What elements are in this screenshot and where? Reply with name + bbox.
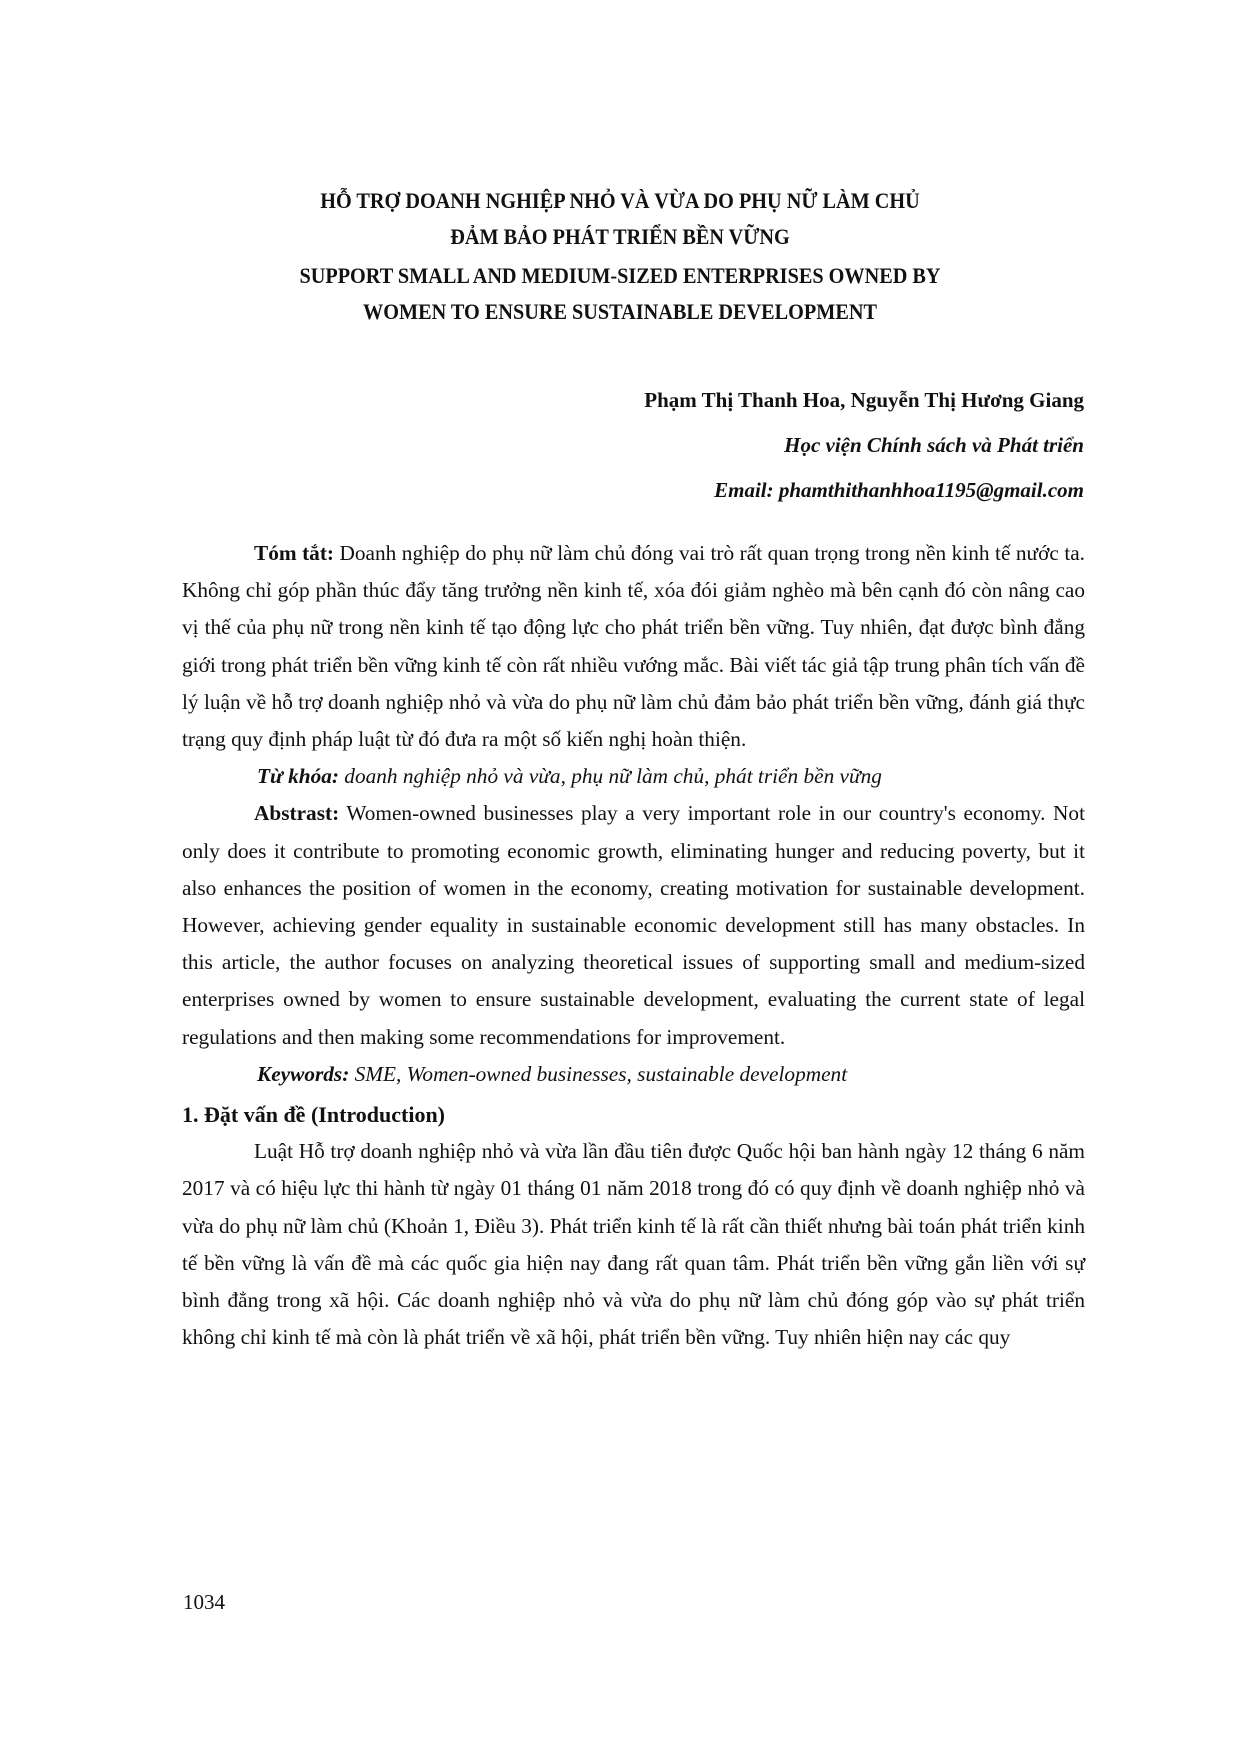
- section-heading-introduction: 1. Đặt vấn đề (Introduction): [182, 1102, 446, 1128]
- title-en-line-1: SUPPORT SMALL AND MEDIUM-SIZED ENTERPRISES OWNED BY: [299, 263, 941, 288]
- author-names: Phạm Thị Thanh Hoa, Nguyễn Thị Hương Giang: [644, 388, 1084, 412]
- title-en-line-2: WOMEN TO ENSURE SUSTAINABLE DEVELOPMENT: [363, 299, 877, 324]
- introduction-paragraph: Luật Hỗ trợ doanh nghiệp nhỏ và vừa lần đầu tiên được Quốc hội ban hành ngày 12 tháng 6 năm 2017 và có hiệu lực thi hành từ ngày 01 tháng 01 năm 2018 trong đó có quy định về doanh nghiệp nhỏ và vừa do phụ nữ làm chủ (Khoản 1, Điều 3). Phát triển kinh tế là rất cần thiết nhưng bài toán phát triển kinh tế bền vững là vấn đề mà các quốc gia hiện nay đang rất quan tâm. Phát triển bền vững gắn liền với sự bình đẳng trong xã hội. Các doanh nghiệp nhỏ và vừa do phụ nữ làm chủ đóng góp vào sự phát triển không chỉ kinh tế mà còn là phát triển về xã hội, phát triển bền vững. Tuy nhiên hiện nay các quy: [182, 1139, 1085, 1350]
- abstract-en-text: Women-owned businesses play a very important role in our country's economy. Not only does it contribute to promoting economic growth, eliminating hunger and reducing poverty, but it also enhances the position of women in the economy, creating motivation for sustainable development. However, achieving gender equality in sustainable economic development still has many obstacles. In this article, the author focuses on analyzing theoretical issues of supporting small and medium-sized enterprises owned by women to ensure sustainable development, evaluating the current state of legal regulations and then making some recommendations for improvement.: [182, 801, 1085, 1049]
- abstract-en: [182, 795, 1085, 1055]
- title-vi-line-2: ĐẢM BẢO PHÁT TRIỂN BỀN VỮNG: [450, 224, 790, 249]
- front-matter: [182, 535, 1085, 1356]
- author-affiliation: Học viện Chính sách và Phát triển: [784, 433, 1084, 457]
- abstract-en-label: Abstrast:: [254, 801, 340, 826]
- keywords-en: [182, 1056, 1085, 1093]
- author-email: Email: phamthithanhhoa1195@gmail.com: [714, 478, 1084, 502]
- author-block: [644, 378, 1084, 513]
- keywords-en-text: SME, Women-owned businesses, sustainable development: [349, 1061, 848, 1086]
- abstract-vi-text: Doanh nghiệp do phụ nữ làm chủ đóng vai trò rất quan trọng trong nền kinh tế nước ta. Không chỉ góp phần thúc đẩy tăng trưởng nền kinh tế, xóa đói giảm nghèo mà bên cạnh đó còn nâng cao vị thế của phụ nữ trong nền kinh tế tạo động lực cho phát triển bền vững. Tuy nhiên, đạt được bình đẳng giới trong phát triển bền vững kinh tế còn rất nhiều vướng mắc. Bài viết tác giả tập trung phân tích vấn đề lý luận về hỗ trợ doanh nghiệp nhỏ và vừa do phụ nữ làm chủ đảm bảo phát triển bền vững, đánh giá thực trạng quy định pháp luật từ đó đưa ra một số kiến nghị hoàn thiện.: [182, 541, 1086, 752]
- paper-title: [188, 183, 1053, 330]
- page-number: 1034: [183, 1590, 225, 1614]
- title-vi-line-1: HỖ TRỢ DOANH NGHIỆP NHỎ VÀ VỪA DO PHỤ NỮ LÀM CHỦ: [320, 188, 920, 213]
- abstract-vi: [182, 535, 1085, 758]
- abstract-vi-label: Tóm tắt:: [254, 541, 335, 565]
- keywords-vi-label: Từ khóa:: [257, 764, 339, 789]
- keywords-vi: [182, 758, 1085, 795]
- keywords-vi-text: doanh nghiệp nhỏ và vừa, phụ nữ làm chủ, phát triển bền vững: [338, 764, 882, 789]
- keywords-en-label: Keywords:: [257, 1061, 350, 1086]
